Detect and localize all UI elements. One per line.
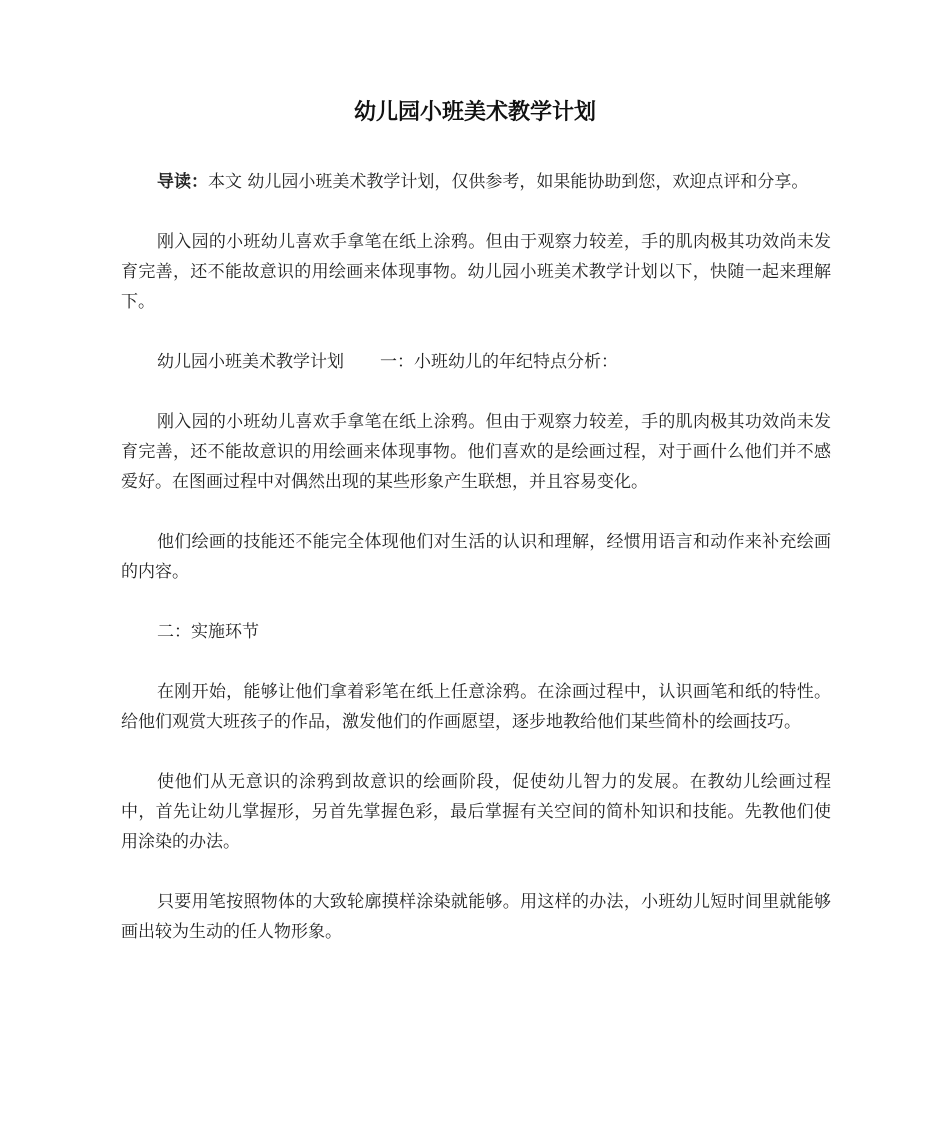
paragraph: 刚入园的小班幼儿喜欢手拿笔在纸上涂鸦。但由于观察力较差，手的肌肉极其功效尚未发育完善，还不能故意识的用绘画来体现事物。他们喜欢的是绘画过程，对于画什么他们并不感爱好。在图画过程中对偶然出现的某些形象产生联想，并且容易变化。 <box>121 412 831 492</box>
document-body <box>121 167 831 977</box>
intro-paragraph <box>121 167 831 197</box>
paragraph: 他们绘画的技能还不能完全体现他们对生活的认识和理解，经惯用语言和动作来补充绘画的内容。 <box>121 532 831 582</box>
paragraph: 使他们从无意识的涂鸦到故意识的绘画阶段，促使幼儿智力的发展。在教幼儿绘画过程中，首先让幼儿掌握形，另首先掌握色彩，最后掌握有关空间的简朴知识和技能。先教他们使用涂染的办法。 <box>121 772 831 852</box>
section-heading-2: 二：实施环节 <box>157 622 259 642</box>
section-heading-1 <box>121 347 831 377</box>
paragraph: 只要用笔按照物体的大致轮廓摸样涂染就能够。用这样的办法，小班幼儿短时间里就能够画出较为生动的任人物形象。 <box>121 892 831 942</box>
intro-text: 本文 幼儿园小班美术教学计划，仅供参考，如果能协助到您，欢迎点评和分享。 <box>208 172 809 192</box>
section-heading-left: 幼儿园小班美术教学计划 <box>157 352 344 372</box>
document-title: 幼儿园小班美术教学计划 <box>353 100 596 125</box>
paragraph: 刚入园的小班幼儿喜欢手拿笔在纸上涂鸦。但由于观察力较差，手的肌肉极其功效尚未发育完善，还不能故意识的用绘画来体现事物。幼儿园小班美术教学计划以下，快随一起来理解下。 <box>121 232 831 312</box>
paragraph: 在刚开始，能够让他们拿着彩笔在纸上任意涂鸦。在涂画过程中，认识画笔和纸的特性。给他们观赏大班孩子的作品，激发他们的作画愿望，逐步地教给他们某些简朴的绘画技巧。 <box>121 682 831 732</box>
section-heading-right: 一：小班幼儿的年纪特点分析： <box>380 352 618 372</box>
intro-label: 导读： <box>157 172 208 192</box>
